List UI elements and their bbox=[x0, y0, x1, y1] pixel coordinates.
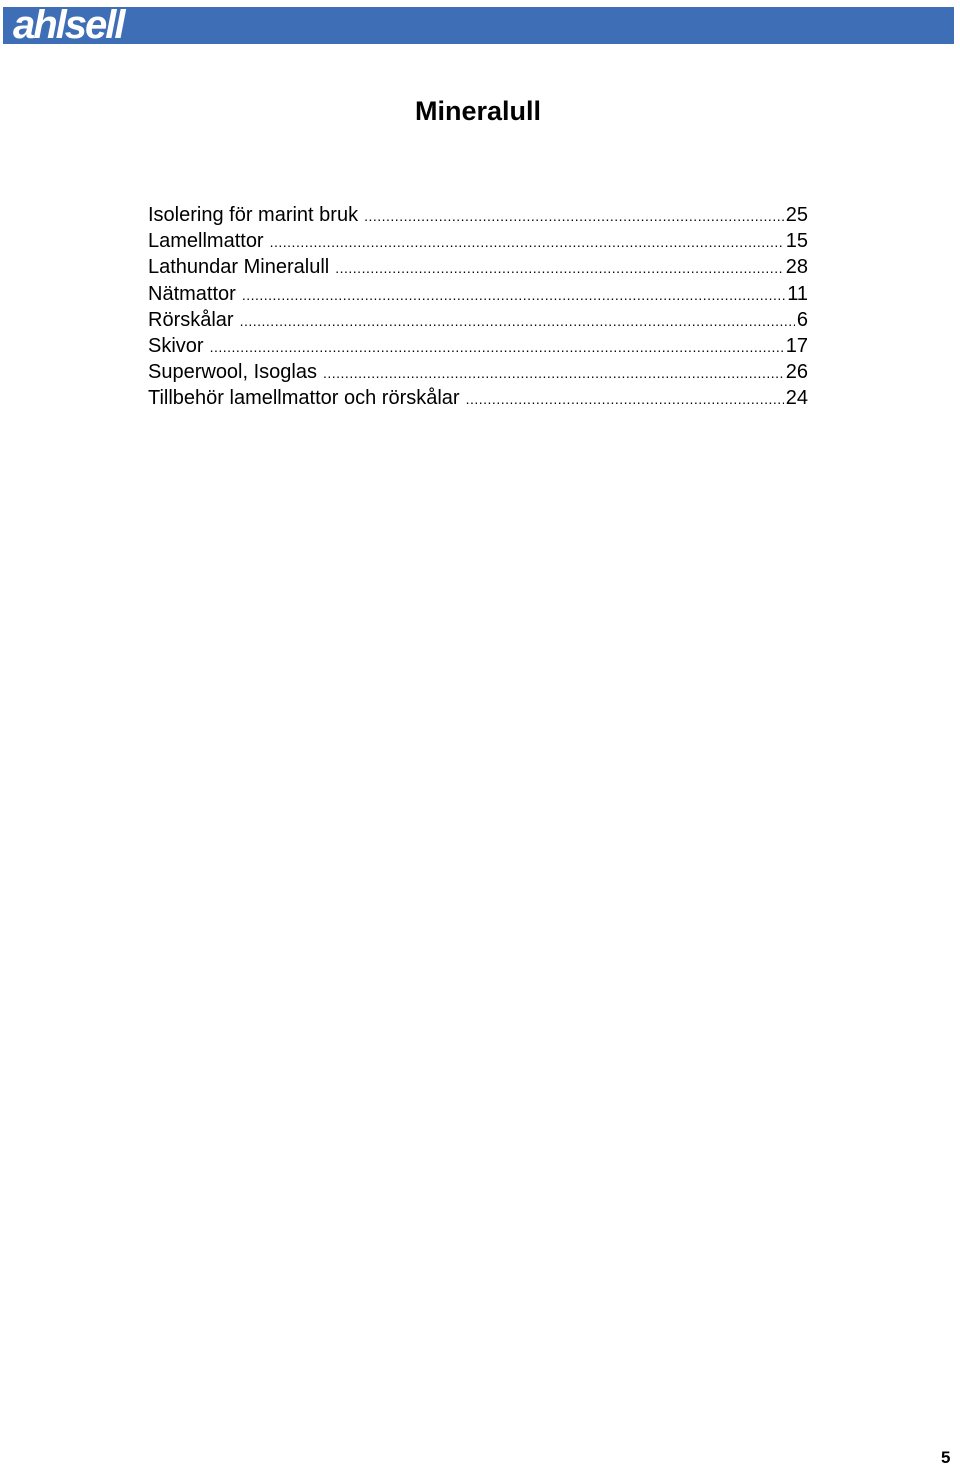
toc-entry-title: Lamellmattor bbox=[148, 230, 264, 253]
toc-entry[interactable] bbox=[148, 307, 808, 333]
toc-dot-leader bbox=[242, 285, 785, 305]
toc-dot-leader bbox=[270, 232, 784, 252]
toc-entry[interactable] bbox=[148, 202, 808, 228]
toc-entry-title: Superwool, Isoglas bbox=[148, 361, 317, 384]
toc-entry-page: 28 bbox=[785, 256, 808, 279]
toc-entry-title: Rörskålar bbox=[148, 308, 234, 331]
toc-dot-leader bbox=[335, 258, 784, 278]
toc-entry[interactable] bbox=[148, 254, 808, 280]
toc-entry-page: 6 bbox=[796, 308, 808, 331]
toc-entry[interactable] bbox=[148, 359, 808, 385]
toc-dot-leader bbox=[240, 311, 795, 331]
toc-entry[interactable] bbox=[148, 333, 808, 359]
toc-entry-title: Tillbehör lamellmattor och rörskålar bbox=[148, 387, 460, 410]
toc-entry-page: 24 bbox=[785, 387, 808, 410]
page-number: 5 bbox=[941, 1448, 951, 1467]
toc-entry[interactable] bbox=[148, 281, 808, 307]
toc-entry-page: 26 bbox=[785, 361, 808, 384]
toc-entry-page: 25 bbox=[785, 204, 808, 226]
toc-dot-leader bbox=[323, 363, 784, 383]
toc-entry[interactable] bbox=[148, 228, 808, 254]
page-title: Mineralull bbox=[414, 96, 542, 127]
toc-entry-page: 15 bbox=[785, 230, 808, 253]
table-of-contents bbox=[148, 202, 808, 412]
toc-entry-page: 11 bbox=[787, 282, 808, 305]
toc-entry-title: Nätmattor bbox=[148, 282, 236, 305]
ahlsell-logo: ahlsell bbox=[13, 3, 124, 47]
toc-entry[interactable] bbox=[148, 385, 808, 411]
toc-entry-title: Isolering för marint bruk bbox=[148, 204, 359, 226]
header-bar bbox=[3, 3, 954, 47]
toc-dot-leader bbox=[364, 206, 784, 226]
toc-dot-leader bbox=[210, 337, 784, 357]
toc-entry-title: Skivor bbox=[148, 334, 204, 357]
toc-entry-title: Lathundar Mineralull bbox=[148, 256, 330, 279]
toc-entry-page: 17 bbox=[785, 334, 808, 357]
toc-dot-leader bbox=[466, 389, 784, 409]
